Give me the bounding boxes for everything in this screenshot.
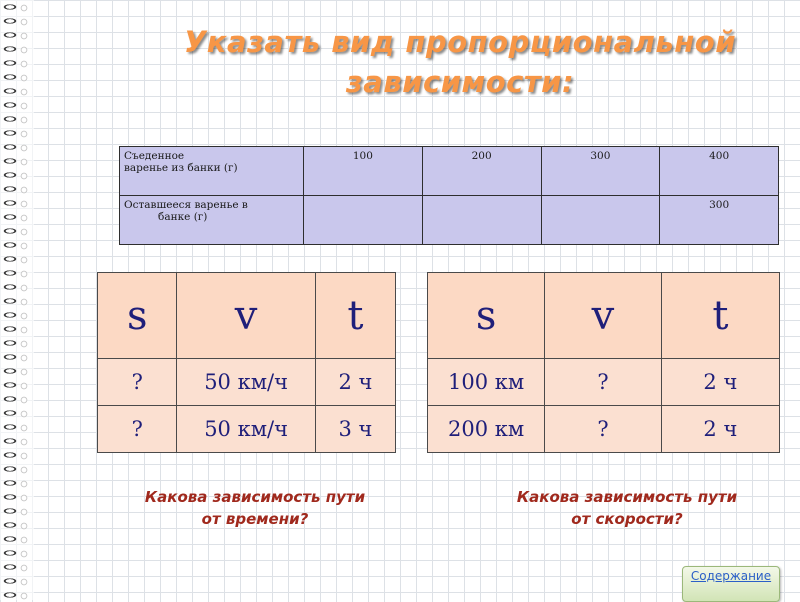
contents-link[interactable]: Содержание <box>690 569 772 583</box>
jam-label-eaten <box>120 147 304 196</box>
header-cell-s: s <box>428 273 545 359</box>
table-cell: 200 км <box>428 406 545 453</box>
question-speed <box>482 486 772 530</box>
motion-table-speed <box>427 272 780 453</box>
jam-cell: 300 <box>541 147 660 196</box>
table-cell: ? <box>98 406 177 453</box>
header-cell-v: v <box>177 273 315 359</box>
table-cell: 2 ч <box>661 359 779 406</box>
jam-label-eaten-line-2: варенье из банки (г) <box>124 162 238 174</box>
table-cell: 50 км/ч <box>177 359 315 406</box>
page-title <box>160 22 760 102</box>
motion-header-row <box>98 273 396 359</box>
table-row <box>98 406 396 453</box>
jam-label-remaining-line-1: Оставшееся варенье в <box>124 199 248 211</box>
table-cell: 3 ч <box>315 406 395 453</box>
jam-table <box>119 146 779 245</box>
question-time <box>110 486 400 530</box>
contents-button[interactable] <box>682 566 780 602</box>
jam-label-eaten-line-1: Съеденное <box>124 150 185 162</box>
jam-row-remaining <box>120 196 779 245</box>
jam-cell: 100 <box>304 147 423 196</box>
jam-cell <box>304 196 423 245</box>
header-cell-s: s <box>98 273 177 359</box>
motion-header-row <box>428 273 780 359</box>
table-cell: ? <box>545 359 662 406</box>
header-cell-v: v <box>545 273 662 359</box>
table-cell: 100 км <box>428 359 545 406</box>
jam-cell <box>541 196 660 245</box>
table-row <box>428 406 780 453</box>
table-cell: 50 км/ч <box>177 406 315 453</box>
jam-cell: 300 <box>660 196 779 245</box>
table-cell: 2 ч <box>315 359 395 406</box>
jam-label-remaining <box>120 196 304 245</box>
header-cell-t: t <box>315 273 395 359</box>
table-cell: ? <box>98 359 177 406</box>
table-row <box>428 359 780 406</box>
title-line-1: Указать вид пропорциональной <box>183 25 737 59</box>
jam-cell: 200 <box>422 147 541 196</box>
question-speed-line-2: от скорости? <box>571 510 683 528</box>
table-cell: ? <box>545 406 662 453</box>
question-time-line-2: от времени? <box>201 510 309 528</box>
question-speed-line-1: Какова зависимость пути <box>516 488 738 506</box>
jam-row-eaten <box>120 147 779 196</box>
jam-label-remaining-line-2: банке (г) <box>158 211 208 223</box>
title-line-2: зависимости: <box>345 65 575 99</box>
jam-cell <box>422 196 541 245</box>
question-time-line-1: Какова зависимость пути <box>144 488 366 506</box>
motion-table-time <box>97 272 396 453</box>
table-cell: 2 ч <box>661 406 779 453</box>
header-cell-t: t <box>661 273 779 359</box>
jam-cell: 400 <box>660 147 779 196</box>
table-row <box>98 359 396 406</box>
spiral-binding <box>0 0 34 600</box>
